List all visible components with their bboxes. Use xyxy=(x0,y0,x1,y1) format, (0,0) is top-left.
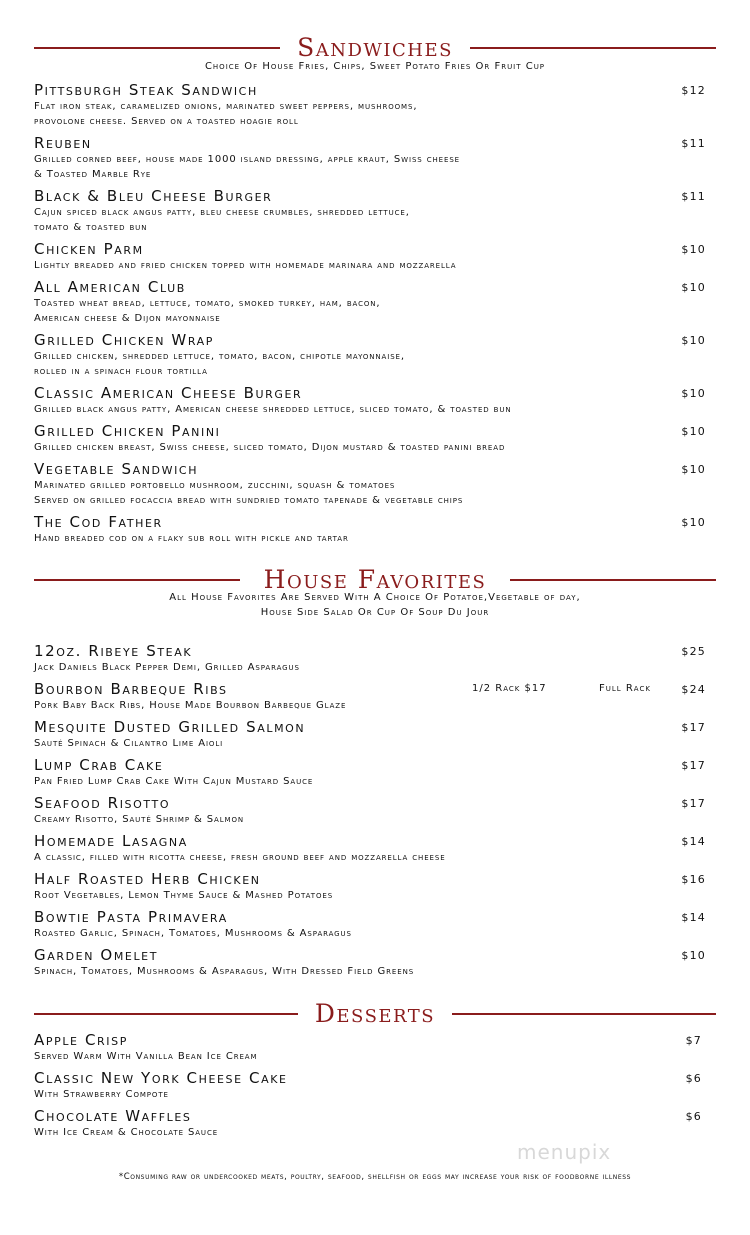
item-price: $10 xyxy=(681,425,706,438)
item-name: Classic American Cheese Burger xyxy=(34,384,303,402)
item-name: Reuben xyxy=(34,134,92,152)
menu-item xyxy=(34,946,706,979)
item-price: $17 xyxy=(681,721,706,734)
item-desc: Lightly breaded and fried chicken topped with homemade marinara and mozzarella xyxy=(34,260,457,271)
item-name: Grilled Chicken Panini xyxy=(34,422,221,440)
item-desc: Grilled chicken breast, Swiss cheese, sliced tomato, Dijon mustard & toasted panini bread xyxy=(34,442,506,453)
item-name: Pittsburgh Steak Sandwich xyxy=(34,81,258,99)
menu-item xyxy=(34,513,706,546)
item-name: Mesquite Dusted Grilled Salmon xyxy=(34,718,306,736)
desserts-header xyxy=(34,999,716,1029)
item-desc: Grilled corned beef, house made 1000 island dressing, apple kraut, Swiss cheese xyxy=(34,154,460,165)
item-price: $17 xyxy=(681,759,706,772)
item-price: $16 xyxy=(681,873,706,886)
favorites-title: House Favorites xyxy=(260,565,491,594)
item-name: Chocolate Waffles xyxy=(34,1107,192,1125)
item-price: $10 xyxy=(681,334,706,347)
menupix-watermark: menupix xyxy=(517,1140,612,1164)
item-desc: Served on grilled focaccia bread with sundried tomato tapenade & vegetable chips xyxy=(34,495,464,506)
menu-item xyxy=(34,422,706,455)
item-desc: provolone cheese. Served on a toasted hoagie roll xyxy=(34,116,299,127)
menu-item xyxy=(34,81,706,129)
item-desc: Flat iron steak, caramelized onions, marinated sweet peppers, mushrooms, xyxy=(34,101,418,112)
menu-item xyxy=(34,278,706,326)
item-desc: Hand breaded cod on a flaky sub roll with pickle and tartar xyxy=(34,533,349,544)
item-name: Chicken Parm xyxy=(34,240,144,258)
item-price: $14 xyxy=(681,835,706,848)
item-desc: A classic, filled with ricotta cheese, fresh ground beef and mozzarella cheese xyxy=(34,852,446,863)
item-desc: Sauté Spinach & Cilantro Lime Aioli xyxy=(34,738,224,749)
full-rack-label: Full Rack xyxy=(599,683,651,694)
half-rack-price: 1/2 Rack $17 xyxy=(472,683,547,694)
menu-item xyxy=(34,794,706,827)
item-desc: Root Vegetables, Lemon Thyme Sauce & Mashed Potatoes xyxy=(34,890,334,901)
menu-item xyxy=(34,134,706,182)
item-price: $10 xyxy=(681,516,706,529)
item-price: $6 xyxy=(685,1110,702,1123)
menu-item xyxy=(34,718,706,751)
menu-item xyxy=(34,642,706,675)
item-desc: Marinated grilled portobello mushroom, zucchini, squash & tomatoes xyxy=(34,480,396,491)
menu-item xyxy=(34,187,706,235)
item-desc: Grilled black angus patty, American cheese shredded lettuce, sliced tomato, & toasted bun xyxy=(34,404,512,415)
item-price: $7 xyxy=(685,1034,702,1047)
item-price: $11 xyxy=(681,190,706,203)
favorites-subtitle: House Side Salad Or Cup Of Soup Du Jour xyxy=(260,607,490,618)
item-name: 12oz. Ribeye Steak xyxy=(34,642,193,660)
item-desc: With Ice Cream & Chocolate Sauce xyxy=(34,1127,219,1138)
item-desc: rolled in a spinach flour tortilla xyxy=(34,366,208,377)
item-desc: & Toasted Marble Rye xyxy=(34,169,152,180)
item-desc: With Strawberry Compote xyxy=(34,1089,169,1100)
item-price: $10 xyxy=(681,463,706,476)
item-price: $25 xyxy=(681,645,706,658)
item-price: $10 xyxy=(681,243,706,256)
item-price: $24 xyxy=(681,683,706,696)
item-name: Vegetable Sandwich xyxy=(34,460,199,478)
menu-item xyxy=(34,1069,702,1102)
item-name: Black & Bleu Cheese Burger xyxy=(34,187,273,205)
item-price: $17 xyxy=(681,797,706,810)
item-name: Half Roasted Herb Chicken xyxy=(34,870,261,888)
item-desc: Grilled chicken, shredded lettuce, tomato, bacon, chipotle mayonnaise, xyxy=(34,351,405,362)
item-name: Garden Omelet xyxy=(34,946,159,964)
item-name: The Cod Father xyxy=(34,513,163,531)
item-name: Apple Crisp xyxy=(34,1031,128,1049)
item-desc: Served Warm With Vanilla Bean Ice Cream xyxy=(34,1051,258,1062)
item-name: Grilled Chicken Wrap xyxy=(34,331,214,349)
menu-item xyxy=(34,331,706,379)
item-price: $10 xyxy=(681,949,706,962)
sandwiches-title: Sandwiches xyxy=(293,33,457,62)
menu-item xyxy=(34,680,706,713)
item-name: Lump Crab Cake xyxy=(34,756,164,774)
favorites-subtitle: All House Favorites Are Served With A Choice Of Potatoe,Vegetable of day, xyxy=(169,592,581,603)
menu-item xyxy=(34,832,706,865)
item-price: $11 xyxy=(681,137,706,150)
item-desc: Toasted wheat bread, lettuce, tomato, smoked turkey, ham, bacon, xyxy=(34,298,381,309)
menu-item xyxy=(34,384,706,417)
item-price: $12 xyxy=(681,84,706,97)
menu-item xyxy=(34,756,706,789)
item-name: Classic New York Cheese Cake xyxy=(34,1069,288,1087)
item-price: $10 xyxy=(681,281,706,294)
item-price: $14 xyxy=(681,911,706,924)
item-price: $6 xyxy=(685,1072,702,1085)
item-desc: tomato & toasted bun xyxy=(34,222,148,233)
menu-item xyxy=(34,240,706,273)
item-name: All American Club xyxy=(34,278,186,296)
item-desc: Creamy Risotto, Sauté Shrimp & Salmon xyxy=(34,814,245,825)
item-desc: Jack Daniels Black Pepper Demi, Grilled Asparagus xyxy=(34,662,300,673)
desserts-title: Desserts xyxy=(311,999,439,1028)
item-desc: Pork Baby Back Ribs, House Made Bourbon Barbeque Glaze xyxy=(34,700,347,711)
item-desc: Pan Fried Lump Crab Cake With Cajun Mustard Sauce xyxy=(34,776,314,787)
sandwiches-subtitle: Choice Of House Fries, Chips, Sweet Potato Fries Or Fruit Cup xyxy=(204,61,546,72)
item-desc: Spinach, Tomatoes, Mushrooms & Asparagus, With Dressed Field Greens xyxy=(34,966,415,977)
footnote: *Consuming raw or undercooked meats, poultry, seafood, shellfish or eggs may increase your risk of foodborne illness xyxy=(118,1172,632,1182)
menu-item xyxy=(34,1107,702,1140)
item-desc: American cheese & Dijon mayonnaise xyxy=(34,313,221,324)
item-name: Bowtie Pasta Primavera xyxy=(34,908,228,926)
menu-item xyxy=(34,870,706,903)
item-name: Homemade Lasagna xyxy=(34,832,188,850)
item-desc: Cajun spiced black angus patty, bleu cheese crumbles, shredded lettuce, xyxy=(34,207,410,218)
item-name: Seafood Risotto xyxy=(34,794,171,812)
item-name: Bourbon Barbeque Ribs xyxy=(34,680,228,698)
menu-item xyxy=(34,1031,702,1064)
item-price: $10 xyxy=(681,387,706,400)
item-desc: Roasted Garlic, Spinach, Tomatoes, Mushrooms & Asparagus xyxy=(34,928,352,939)
menu-item xyxy=(34,908,706,941)
menu-item xyxy=(34,460,706,508)
